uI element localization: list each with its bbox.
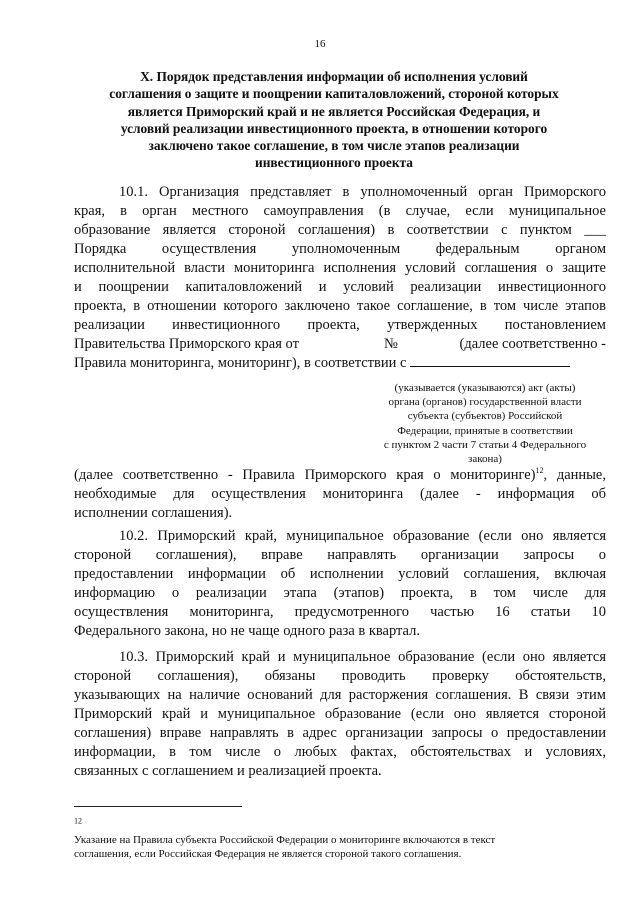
decree-text: Правительства Приморского края от [74, 336, 299, 352]
paragraph-line: указывающих на наличие оснований для расторжения соглашения. В связи этим [74, 687, 606, 703]
note-line: (указывается (указываются) акт (акты) [394, 382, 576, 394]
paragraph-line: Правила мониторинга, мониторинг), в соответствии с [74, 354, 606, 373]
paragraph-10-2 [74, 527, 606, 641]
paragraph-line: информацию о реализации этапа (этапов) проекта, в том числе для [74, 585, 606, 601]
paragraph-line: (далее соответственно - Правила Приморского края о мониторинге)$^{12}$, данные, [74, 466, 606, 483]
paragraph-10-3 [74, 648, 606, 781]
page-number: 16 [314, 38, 326, 50]
paragraph-line: соглашения) вправе направлять в адрес организации запросы о предоставлении [74, 725, 606, 741]
note-line: субъекта (субъектов) Российской [407, 410, 563, 423]
fill-in-blank [410, 354, 570, 367]
paragraph-10-1 [74, 183, 606, 373]
paragraph-line: образование является стороной соглашения) в соответствии с пунктом ___ [74, 222, 606, 238]
paragraph-line: информации, в том числе о любых фактах, обстоятельствах и условиях, [74, 744, 606, 760]
paragraph-line: и поощрении капиталовложений и условий реализации инвестиционного [74, 279, 606, 295]
section-heading [74, 68, 594, 172]
paragraph-line: реализации инвестиционного проекта, утвержденных постановлением [74, 317, 606, 333]
paragraph-line: необходимые для осуществления мониторинга (далее - информация об [74, 486, 606, 502]
footnote-line: соглашения, если Российская Федерация не является стороной такого соглашения. [74, 848, 462, 860]
paragraph-line: связанных с соглашением и реализацией проекта. [74, 763, 382, 779]
number-sign: № [384, 336, 398, 352]
heading-line: X. Порядок представления информации об исполнения условий [140, 69, 528, 84]
paragraph-line: исполнительной власти мониторинга исполнения условий соглашения о защите [74, 260, 606, 276]
heading-line: соглашения о защите и поощрении капиталовложений, стороной которых [109, 86, 559, 102]
paragraph-line: Приморский край и муниципальное образование (если оно является стороной [74, 706, 606, 722]
paragraph-line: края, в орган местного самоуправления (в случае, если муниципальное [74, 203, 606, 219]
heading-line: является Приморский край и не является Российская Федерация, и [127, 103, 541, 119]
paragraph-line: 10.3. Приморский край и муниципальное образование (если оно является [119, 649, 606, 665]
note-line: органа (органов) государственной власти [388, 396, 582, 409]
decree-abbrev: (далее соответственно - [459, 336, 606, 352]
paragraph-line: осуществления мониторинга, предусмотренного частью 16 статьи 10 [74, 604, 606, 620]
paragraph-line [74, 335, 606, 354]
footnote-separator [74, 806, 242, 807]
footnote [74, 818, 614, 862]
paragraph-line: исполнении соглашения). [74, 505, 233, 521]
note-line: с пунктом 2 части 7 статьи 4 Федерального [383, 438, 587, 451]
note-line: Федерации, принятые в соответствии [397, 424, 573, 437]
paragraph-10-1-end [74, 466, 606, 523]
paragraph-line: стороной соглашения), вправе направлять организации запросы о [74, 547, 606, 563]
footnote-line: $^{12}$ Указание на Правила субъекта Российской Федерации о мониторинге включаются в текст [74, 816, 496, 846]
paragraph-line: 10.2. Приморский край, муниципальное образование (если оно является [119, 528, 606, 544]
paragraph-line: стороной соглашения), обязаны проводить проверку обстоятельств, [74, 668, 606, 684]
paragraph-line: Федерального закона, но не чаще одного раза в квартал. [74, 623, 420, 639]
heading-line: условий реализации инвестиционного проекта, в отношении которого [120, 120, 548, 136]
explanatory-note [350, 381, 620, 466]
note-line: закона) [468, 453, 502, 466]
footnote-mark: 12 [74, 816, 82, 826]
heading-line: заключено такое соглашение, в том числе этапов реализации [148, 138, 520, 154]
paragraph-line: проекта, в отношении которого заключено такое соглашение, в том числе этапов [74, 298, 606, 314]
paragraph-line: 10.1. Организация представляет в уполномоченный орган Приморского [119, 184, 606, 200]
footnote-ref: 12 [535, 466, 544, 476]
heading-line: инвестиционного проекта [254, 155, 413, 171]
paragraph-line: Порядка осуществления уполномоченным федеральным органом [74, 241, 606, 257]
paragraph-line: предоставлении информации об исполнении условий соглашения, включая [74, 566, 606, 582]
